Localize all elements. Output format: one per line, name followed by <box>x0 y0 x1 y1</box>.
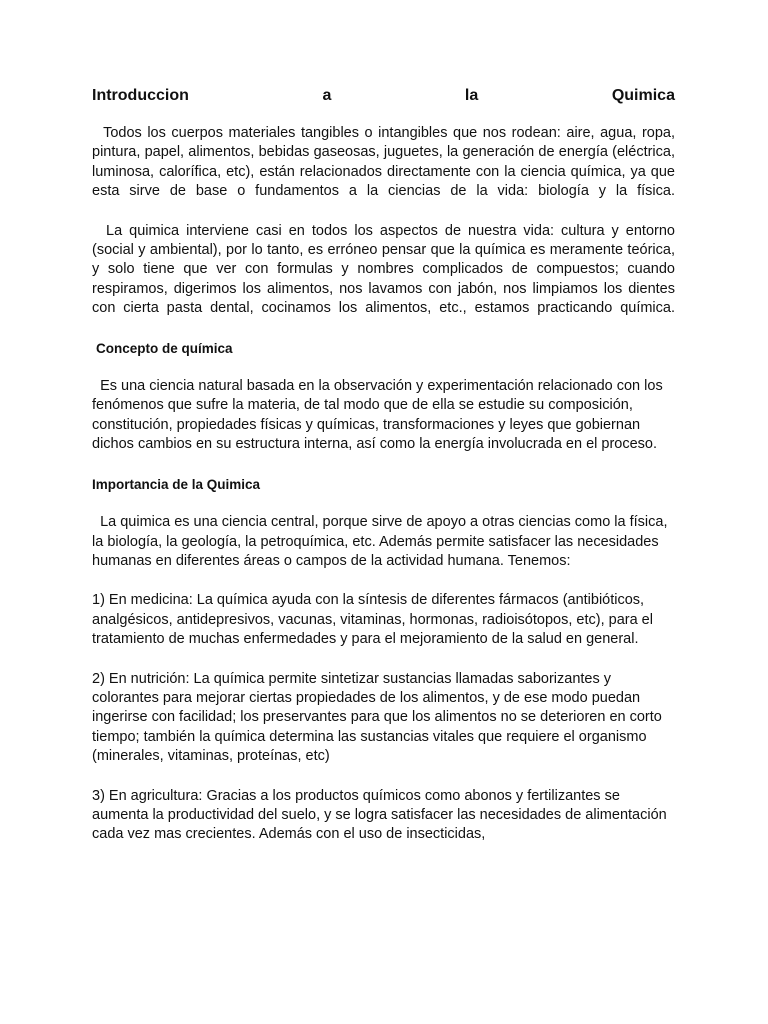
list-item-nutricion: 2) En nutrición: La química permite sintetizar sustancias llamadas saborizantes y colorantes para mejorar ciertas propiedades de los alimentos, y de ese modo puedan ingerirse con facilidad; los preservantes para que los alimentos no se deterioren en corto tiempo; también la química determina las sustancias vitales que requiere el organismo (minerales, vitaminas, proteínas, etc) <box>92 670 662 765</box>
intro-paragraph-2: La quimica interviene casi en todos los aspectos de nuestra vida: cultura y entorno (social y ambiental), por lo tanto, es erróneo pensar que la química es meramente teórica, y solo tiene que ver con formulas y nombres complicados de compuestos; cuando respiramos, digerimos los alimentos, nos lavamos con jabón, nos limpiamos los dientes con cierta pasta dental, cocinamos los alimentos, etc., estamos practicando química. <box>92 222 680 317</box>
section-heading-concepto: Concepto de química <box>96 340 233 356</box>
document-content <box>92 86 680 845</box>
title-word-2: a <box>322 87 332 104</box>
intro-paragraph-1: Todos los cuerpos materiales tangibles o intangibles que nos rodean: aire, agua, ropa, pintura, papel, alimentos, bebidas gaseosas, juguetes, la generación de energía (eléctrica, luminosa, calorífica, etc), están relacionados directamente con la ciencia química, ya que esta sirve de base o fundamentos a la ciencias de la vida: biología y la física. <box>92 125 680 200</box>
title-word-1: Introduccion <box>92 87 189 104</box>
importancia-paragraph: La quimica es una ciencia central, porque sirve de apoyo a otras ciencias como la física, la biología, la geología, la petroquímica, etc. Además permite satisfacer las necesidades humanas en diferentes áreas o campos de la actividad humana. Tenemos: <box>92 514 672 569</box>
title-word-4: Quimica <box>611 87 675 104</box>
title-word-3: la <box>464 87 479 104</box>
concepto-paragraph: Es una ciencia natural basada en la observación y experimentación relacionado con los fenómenos que sufre la materia, de tal modo que de ella se estudie su composición, constitución, propiedades físicas y químicas, transformaciones y leyes que gobiernan dichos cambios en su estructura interna, así como la energía involucrada en el proceso. <box>92 378 667 453</box>
document-title <box>92 86 675 106</box>
section-heading-importancia: Importancia de la Quimica <box>92 476 261 492</box>
list-item-medicina: 1) En medicina: La química ayuda con la síntesis de diferentes fármacos (antibióticos, analgésicos, antidepresivos, vacunas, vitaminas, hormonas, radioisótopos, etc), para el tratamiento de muchas enfermedades y para el mejoramiento de la salud en general. <box>92 592 653 648</box>
list-item-agricultura: 3) En agricultura: Gracias a los productos químicos como abonos y fertilizantes se aumenta la productividad del suelo, y se logra satisfacer las necesidades de alimentación cada vez mas crecientes. Además con el uso de insecticidas, <box>92 787 667 843</box>
